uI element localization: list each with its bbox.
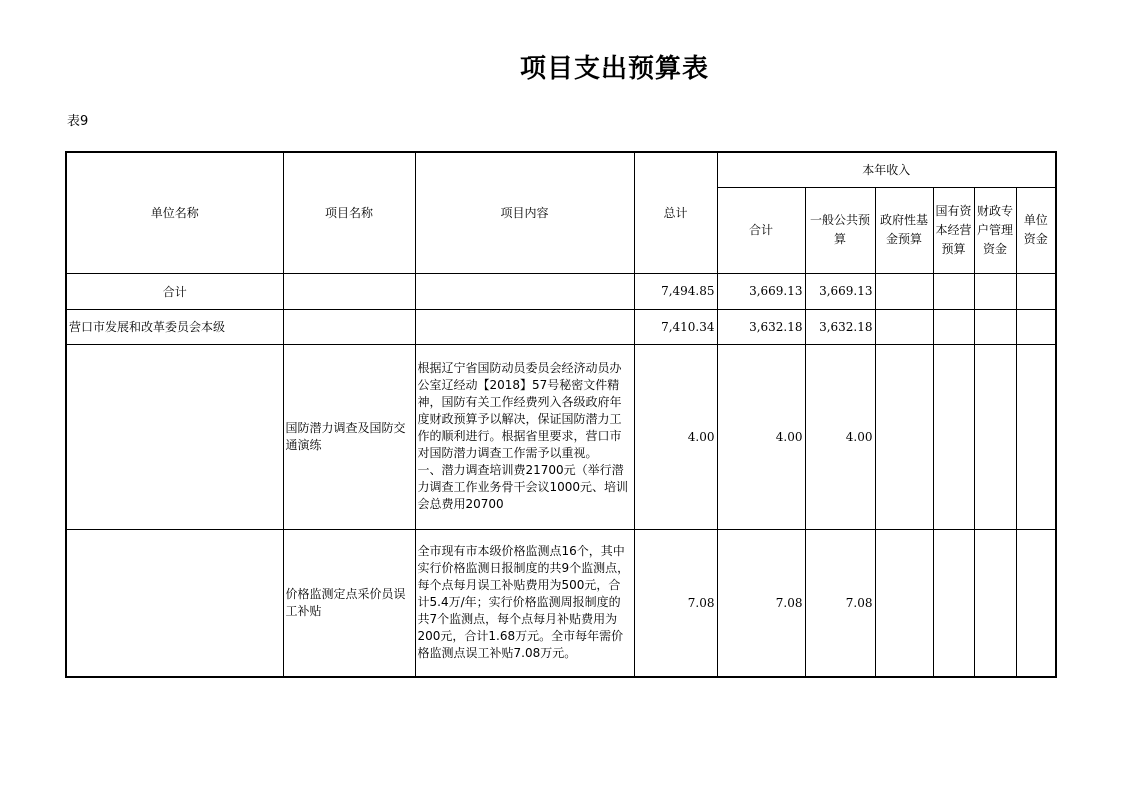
cell-total: 4.00 — [634, 344, 717, 529]
cell-total: 7,410.34 — [634, 309, 717, 344]
cell-general: 3,632.18 — [805, 309, 875, 344]
cell-gov-fund — [875, 529, 933, 677]
cell-gov-fund — [875, 273, 933, 309]
cell-subtotal: 3,632.18 — [717, 309, 805, 344]
header-gov-fund — [875, 187, 933, 273]
cell-subtotal: 3,669.13 — [717, 273, 805, 309]
cell-gov-fund — [875, 344, 933, 529]
header-state-capital — [933, 187, 974, 273]
cell-project: 价格监测定点采价员误工补贴 — [283, 529, 415, 677]
cell-unit: 营口市发展和改革委员会本级 — [66, 309, 283, 344]
header-income-group: 本年收入 — [717, 152, 1056, 187]
cell-state-capital — [933, 273, 974, 309]
header-general-public-text: 一般公共预算 — [809, 213, 870, 246]
cell-general: 3,669.13 — [805, 273, 875, 309]
header-general-public — [805, 187, 875, 273]
header-project-content: 项目内容 — [415, 152, 634, 273]
cell-subtotal: 4.00 — [717, 344, 805, 529]
cell-state-capital — [933, 309, 974, 344]
header-unit-name: 单位名称 — [66, 152, 283, 273]
cell-content: 全市现有市本级价格监测点16个，其中实行价格监测日报制度的共9个监测点，每个点每月误工补贴费用为500元，合计5.4万/年；实行价格监测周报制度的共7个监测点，每个点每月补贴费用为200元，合计1.68万元。全市每年需价格监测点误工补贴7.08万元。 — [415, 529, 634, 677]
header-gov-fund-text: 政府性基金预算 — [879, 213, 928, 246]
cell-state-capital — [933, 344, 974, 529]
table-row — [66, 529, 1056, 677]
cell-unit-funds — [1016, 529, 1056, 677]
header-unit-funds-text: 单位资金 — [1023, 213, 1048, 246]
cell-general: 7.08 — [805, 529, 875, 677]
cell-general: 4.00 — [805, 344, 875, 529]
header-state-capital-text: 国有资本经营预算 — [935, 203, 972, 256]
cell-total: 7.08 — [634, 529, 717, 677]
cell-fiscal-special — [974, 273, 1016, 309]
cell-content — [415, 309, 634, 344]
cell-unit — [66, 529, 283, 677]
header-fiscal-special-text: 财政专户管理资金 — [976, 203, 1013, 256]
cell-gov-fund — [875, 309, 933, 344]
cell-project — [283, 309, 415, 344]
page-title: 项目支出预算表 — [520, 54, 710, 84]
cell-unit-funds — [1016, 273, 1056, 309]
header-fiscal-special — [974, 187, 1016, 273]
table-row — [66, 309, 1056, 344]
cell-state-capital — [933, 529, 974, 677]
cell-unit: 合计 — [66, 273, 283, 309]
table-row — [66, 273, 1056, 309]
cell-project — [283, 273, 415, 309]
budget-table — [65, 151, 1057, 678]
header-project-name: 项目名称 — [283, 152, 415, 273]
table-number: 表9 — [67, 114, 89, 129]
cell-project: 国防潜力调查及国防交通演练 — [283, 344, 415, 529]
cell-total: 7,494.85 — [634, 273, 717, 309]
header-total: 总计 — [634, 152, 717, 273]
header-subtotal: 合计 — [717, 187, 805, 273]
cell-subtotal: 7.08 — [717, 529, 805, 677]
header-unit-funds — [1016, 187, 1056, 273]
cell-content — [415, 273, 634, 309]
cell-fiscal-special — [974, 529, 1016, 677]
table-row — [66, 344, 1056, 529]
header-row-1 — [66, 152, 1056, 187]
cell-unit-funds — [1016, 309, 1056, 344]
cell-fiscal-special — [974, 344, 1016, 529]
cell-unit — [66, 344, 283, 529]
cell-unit-funds — [1016, 344, 1056, 529]
cell-fiscal-special — [974, 309, 1016, 344]
cell-content: 根据辽宁省国防动员委员会经济动员办公室辽经动【2018】57号秘密文件精神，国防有关工作经费列入各级政府年度财政预算予以解决，保证国防潜力工作的顺利进行。根据省里要求，营口市对国防潜力调查工作需予以重视。 一、潜力调查培训费21700元（举行潜力调查工作业务骨干会议1000元、培训会总费用20700 — [415, 344, 634, 529]
